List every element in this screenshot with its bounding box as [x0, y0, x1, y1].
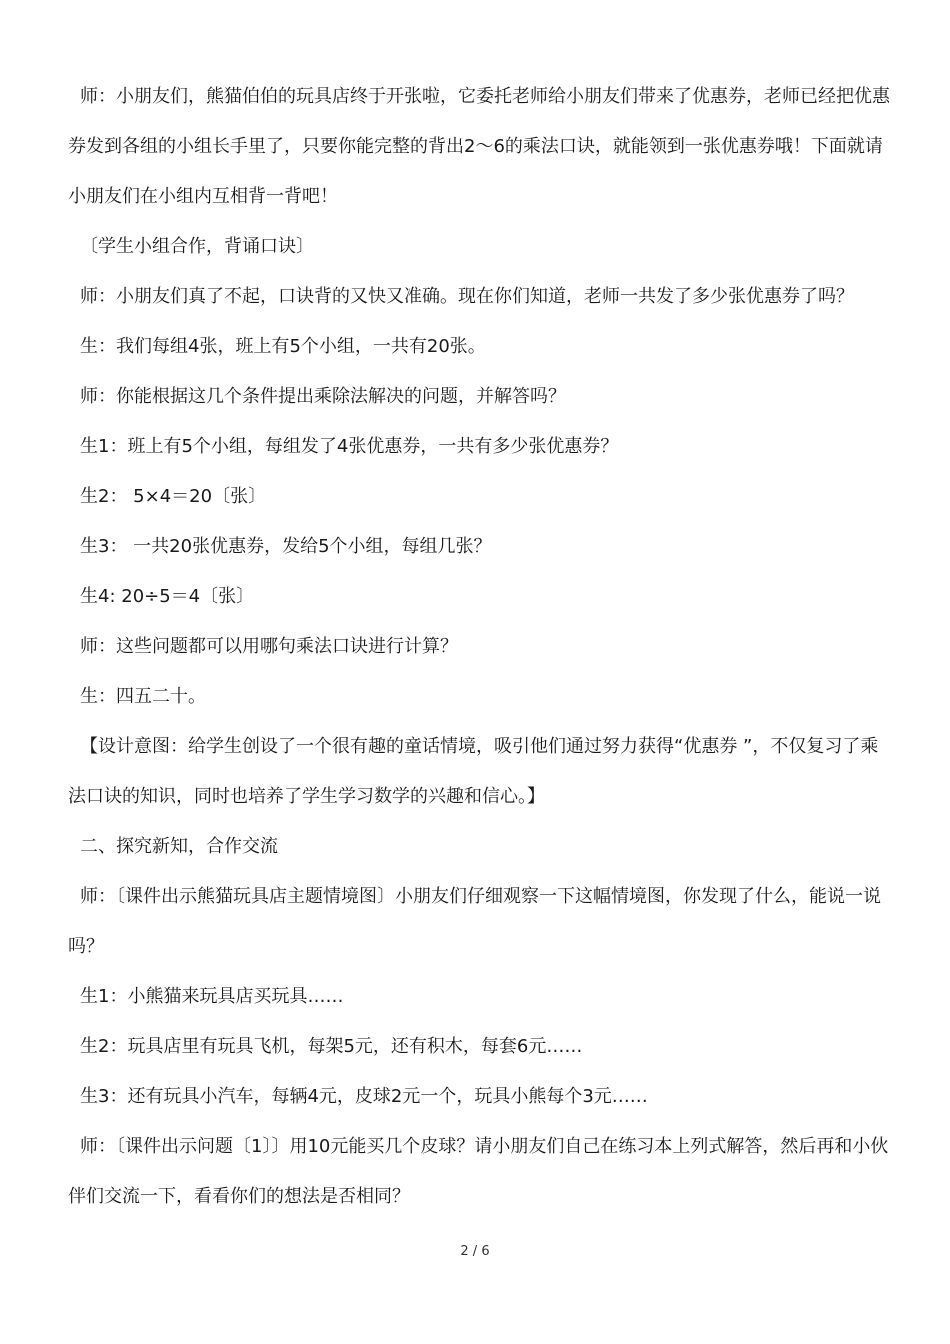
- paragraph-student-4: 生4: 20÷5＝4〔张〕: [80, 586, 255, 607]
- paragraph-group-recite: 〔学生小组合作，背诵口诀〕: [80, 236, 314, 257]
- paragraph-scene-student-1: 生1：小熊猫来玩具店买玩具……: [80, 986, 344, 1007]
- paragraph-teacher-formula: 师：这些问题都可以用哪句乘法口诀进行计算？: [80, 636, 458, 657]
- paragraph-teacher-ask: 师：你能根据这几个条件提出乘除法解决的问题，并解答吗？: [80, 386, 566, 407]
- paragraph-teacher-intro: 师：小朋友们，熊猫伯伯的玩具店终于开张啦，它委托老师给小朋友们带来了优惠券，老师已经把优惠券发到各组的小组长手里了，只要你能完整的背出2～6的乘法口诀，就能领到一张优惠券哦！下面就请小朋友们在小组内互相背一背吧！: [68, 86, 890, 207]
- paragraph-teacher-problem: 师：〔课件出示问题〔1〕〕用10元能买几个皮球？请小朋友们自己在练习本上列式解答，然后再和小伙伴们交流一下，看看你们的想法是否相同？: [68, 1136, 889, 1207]
- paragraph-student-2: 生2： 5×4＝20〔张〕: [80, 486, 267, 507]
- paragraph-scene-student-2: 生2：玩具店里有玩具飞机，每架5元，还有积木，每套6元……: [80, 1036, 583, 1057]
- paragraph-teacher-question: 师：小朋友们真了不起，口诀背的又快又准确。现在你们知道，老师一共发了多少张优惠券了吗？: [80, 286, 854, 307]
- paragraph-scene-student-3: 生3：还有玩具小汽车，每辆4元，皮球2元一个，玩具小熊每个3元……: [80, 1086, 648, 1107]
- paragraph-teacher-scene: 师：〔课件出示熊猫玩具店主题情境图〕小朋友们仔细观察一下这幅情境图，你发现了什么，能说一说吗？: [68, 886, 881, 957]
- page-number: 2 / 6: [460, 1244, 490, 1259]
- paragraph-student-3: 生3： 一共20张优惠券，发给5个小组，每组几张？: [80, 536, 492, 557]
- section-heading: 二、探究新知，合作交流: [80, 836, 278, 857]
- paragraph-student-answer: 生：我们每组4张，班上有5个小组，一共有20张。: [80, 336, 486, 357]
- paragraph-student-1: 生1：班上有5个小组，每组发了4张优惠券，一共有多少张优惠券？: [80, 436, 619, 457]
- paragraph-design-intent: 【设计意图：给学生创设了一个很有趣的童话情境，吸引他们通过努力获得“优惠券 ”，不仅复习了乘法口诀的知识，同时也培养了学生学习数学的兴趣和信心。】: [68, 736, 879, 807]
- paragraph-student-formula: 生：四五二十。: [80, 686, 206, 707]
